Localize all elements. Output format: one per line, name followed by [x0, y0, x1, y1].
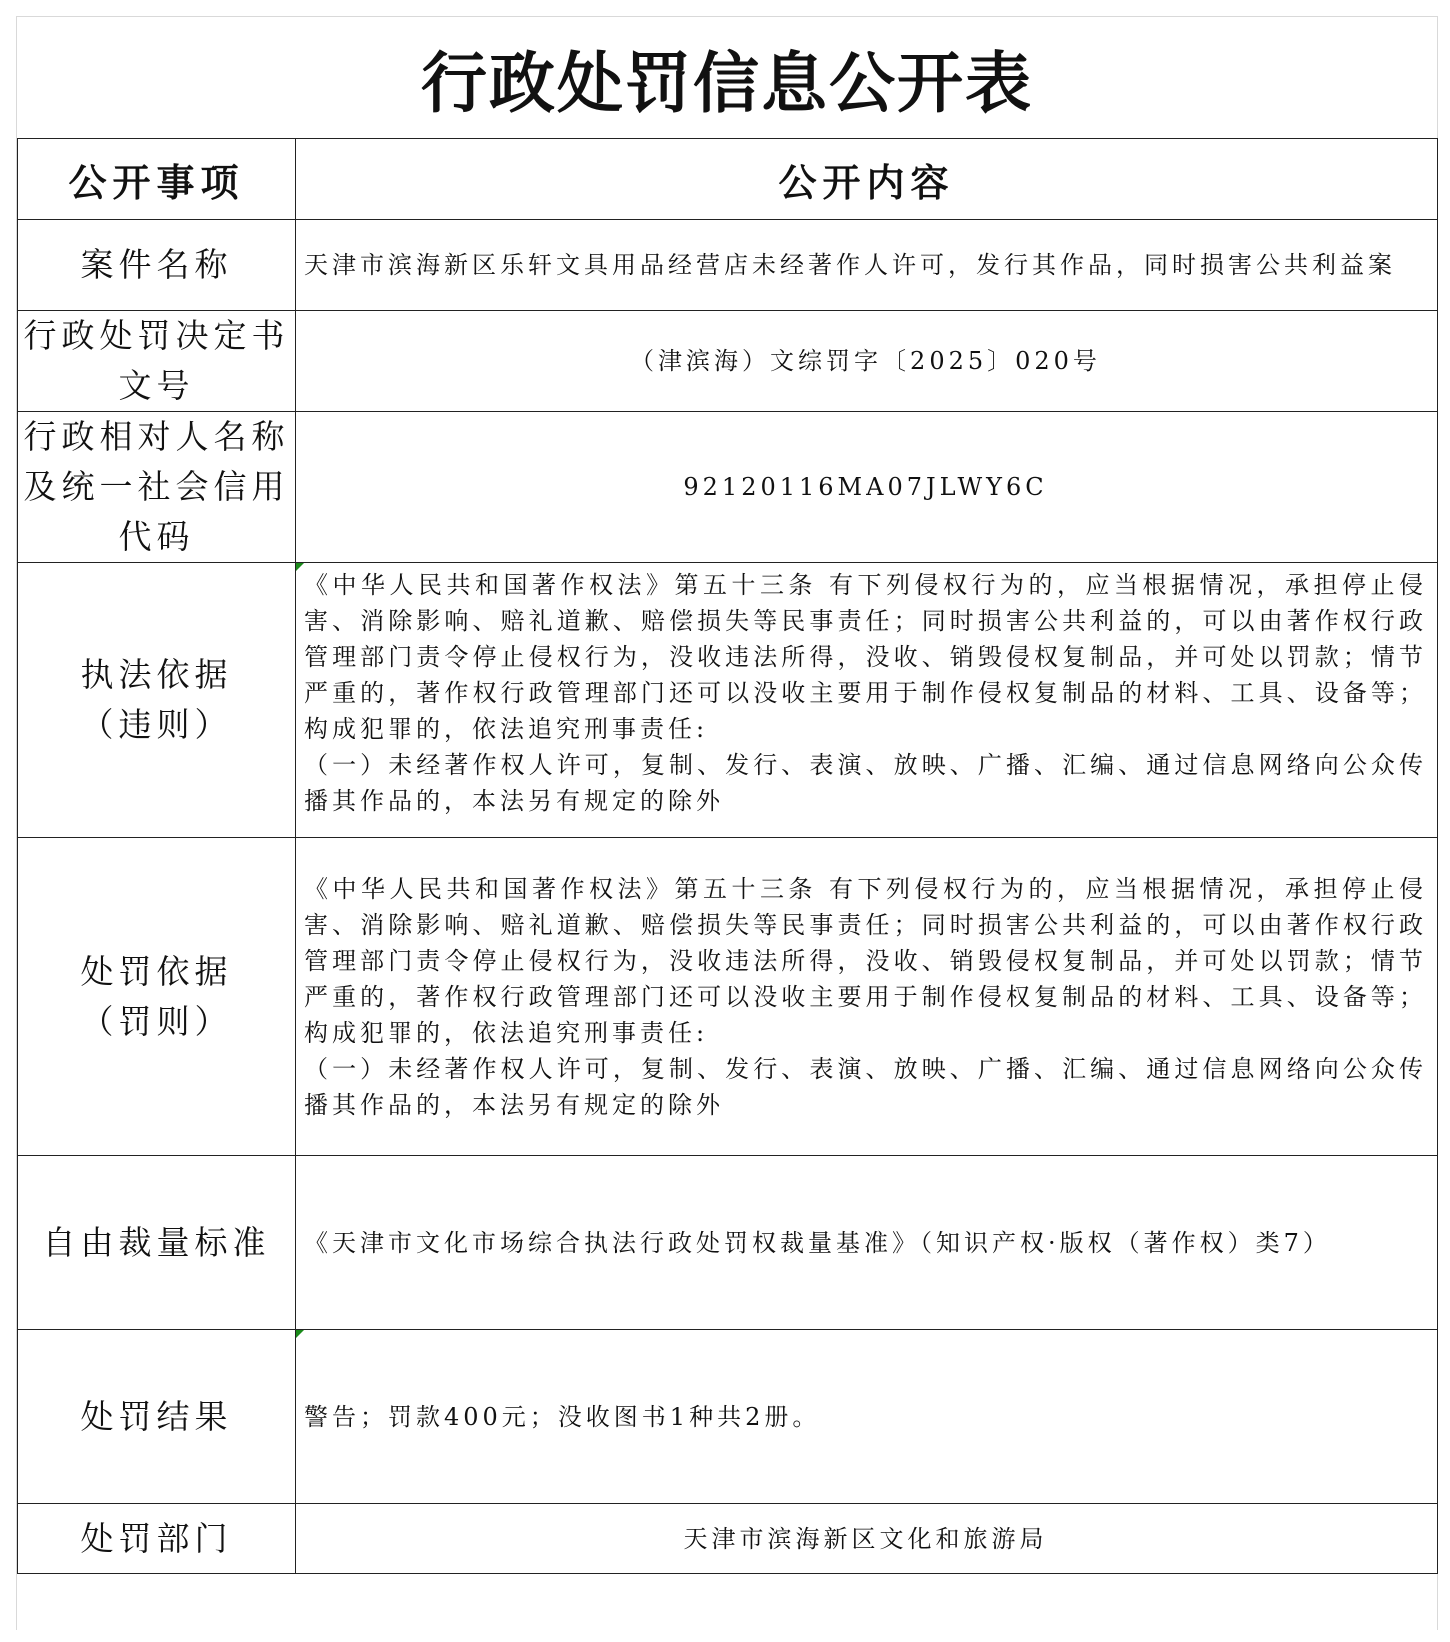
penalty-basis-label — [18, 838, 296, 1156]
case-name-label: 案件名称 — [18, 220, 296, 311]
header-content: 公开内容 — [296, 139, 1438, 220]
discretion-standard-text: 《天津市文化市场综合执法行政处罚权裁量基准》（知识产权·版权（著作权）类7） — [304, 1228, 1331, 1257]
row-penalty-basis — [18, 838, 1438, 1156]
page-title: 行政处罚信息公开表 — [421, 45, 1033, 122]
enforcement-basis-title: 执法依据 — [80, 655, 233, 694]
enforcement-basis-text: 《中华人民共和国著作权法》第五十三条 有下列侵权行为的，应当根据情况，承担停止侵害、消除影响、赔礼道歉、赔偿损失等民事责任；同时损害公共利益的，可以由著作权行政管理部门责令停止侵权行为，没收违法所得，没收、销毁侵权复制品，并可处以罚款；情节严重的，著作权行政管理部门还可以没收主要用于制作侵权复制品的材料、工具、设备等；构成犯罪的，依法追究刑事责任: （一）未经著作权人许可，复制、发行、表演、放映、广播、汇编、通过信息网络向公众传播其作品的，本法另有规定的除外 — [304, 571, 1427, 815]
header-row — [18, 139, 1438, 220]
disclosure-sheet — [16, 16, 1438, 1630]
enforcement-basis-label — [18, 563, 296, 838]
row-decision-number — [18, 311, 1438, 412]
case-name-text: 天津市滨海新区乐轩文具用品经营店未经著作人许可，发行其作品，同时损害公共利益案 — [304, 251, 1396, 279]
row-case-name — [18, 220, 1438, 311]
enforcement-basis-value — [296, 563, 1438, 838]
penalty-department-value: 天津市滨海新区文化和旅游局 — [296, 1504, 1438, 1574]
disclosure-table — [17, 138, 1438, 1574]
header-item: 公开事项 — [18, 139, 296, 220]
party-label: 行政相对人名称及统一社会信用代码 — [18, 412, 296, 563]
penalty-department-label: 处罚部门 — [18, 1504, 296, 1574]
discretion-standard-label: 自由裁量标准 — [18, 1156, 296, 1330]
party-credit-code: 92120116MA07JLWY6C — [296, 412, 1438, 563]
row-penalty-department — [18, 1504, 1438, 1574]
case-name-value — [296, 220, 1438, 311]
penalty-basis-value — [296, 838, 1438, 1156]
penalty-basis-text: 《中华人民共和国著作权法》第五十三条 有下列侵权行为的，应当根据情况，承担停止侵害、消除影响、赔礼道歉、赔偿损失等民事责任；同时损害公共利益的，可以由著作权行政管理部门责令停止侵权行为，没收违法所得，没收、销毁侵权复制品，并可处以罚款；情节严重的，著作权行政管理部门还可以没收主要用于制作侵权复制品的材料、工具、设备等；构成犯罪的，依法追究刑事责任: （一）未经著作权人许可，复制、发行、表演、放映、广播、汇编、通过信息网络向公众传播其作品的，本法另有规定的除外 — [304, 874, 1427, 1119]
cell-comment-marker — [296, 563, 304, 571]
penalty-result-label: 处罚结果 — [18, 1330, 296, 1504]
row-penalty-result — [18, 1330, 1438, 1504]
penalty-basis-title: 处罚依据 — [80, 951, 233, 991]
decision-number-label: 行政处罚决定书文号 — [18, 311, 296, 412]
decision-number-value: （津滨海）文综罚字〔2025〕020号 — [296, 311, 1438, 412]
title-row — [17, 17, 1437, 138]
penalty-result-value — [296, 1330, 1438, 1504]
penalty-result-text: 警告；罚款400元；没收图书1种共2册。 — [304, 1402, 821, 1431]
row-party — [18, 412, 1438, 563]
row-discretion-standard — [18, 1156, 1438, 1330]
cell-comment-marker — [296, 1330, 304, 1338]
penalty-basis-subtitle: （罚则） — [80, 1001, 233, 1041]
row-enforcement-basis — [18, 563, 1438, 838]
discretion-standard-value — [296, 1156, 1438, 1330]
enforcement-basis-subtitle: （违则） — [80, 705, 233, 744]
